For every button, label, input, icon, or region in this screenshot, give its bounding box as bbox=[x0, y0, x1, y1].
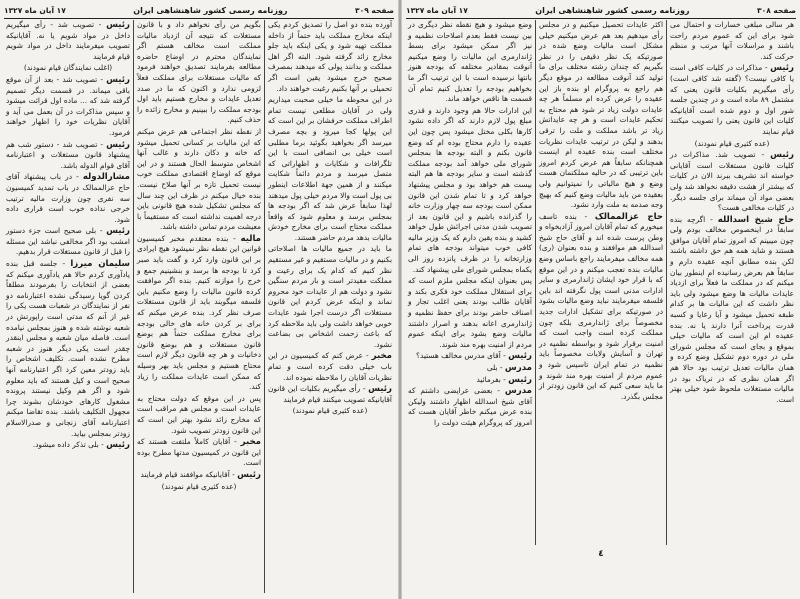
speech-paragraph bbox=[670, 20, 794, 62]
speech-paragraph: مدرس - بلی bbox=[486, 363, 532, 373]
speech-paragraph: سلیمان میرزا - جلسه قبل بنده یادآوری کردم حالا هم یادآوری میکنم که بعضی از انتخابات را بفرمودند مطلقاً کردن گویا رسیدگی نشده اعتبارنامه دو نفر از نمایندگان در شعبات هست یکی را غیر از آنم که مدتی است راپورتش در شعبه نوشته شده و هنوز بمجلس نیامده است. فاصله میان شعبه و مجلس اینقدر چقدر است یکی دیگر هنوز در شعبه مطرح نشده است. تکلیف اشخاص را باید زودتر معین کرد اگر اعتبارنامه آنها صحیح است و کیل هستند که باید معلوم شود و اگر هم وکیل نیستند پرونده مشغول کارهای خودشان بشوند چرا مجهول التکلیف باشند. بنده تقاضا میکنم اعتبارنامه آقای زنجانی و صدرالاسلام زودتر بمجلس بیاید. bbox=[6, 259, 130, 438]
speech-paragraph: رئیس - بلی تذکر داده میشود. bbox=[32, 440, 130, 451]
note-line bbox=[268, 406, 392, 417]
columns bbox=[405, 20, 797, 545]
speech-paragraph bbox=[268, 95, 392, 243]
speech-paragraph: مخبر - آقایان کاملاً ملتفت هستند که این قانون در کمیسیون مدتها مطرح بوده است. bbox=[137, 437, 261, 468]
parenthetical-note: (عده کثیری قیام نمودند) bbox=[292, 406, 368, 416]
speech-text: ما باید در جمیع مالیات ها اصلاحاتی بکنیم و در مالیات مستقیم و غیر مستقیم نظر کنیم که کدام یک برای رعیت و مملکت مفیدتر است و بار مردم سنگین نشود و دولت هم از عایدات خود محروم نماند و اینکه عرض کردم این قانون مستغلات اگر درست اجرا شود عایدات خوبی خواهد داشت ولی باید ملاحظه کرد که باعث زحمت اشخاص بی بضاعت نشود. bbox=[268, 244, 392, 349]
speech-text: آورده بنده دو اصل را تصدیق کردم یکی اینکه مخارج مملکت باید حتماً از داخله مملکت تهیه شود و یکی اینکه باید جلو مخارج زائد گرفته شود. البته اگر اهل مملکت و بدانند پولی که میدهند بمصرف صحیح خرج میشود یقین است اگر تحمیلی بر آنها بکنیم رغبت خواهند داد. bbox=[268, 20, 392, 93]
speech-text: وضع میشود و هیچ نقطه نظر دیگری در بین نیست فقط بعدم اصلاحات نظمیه و نیز اگر ممکن میشود برای بسط ژاندارمری این مالیات را وضع میکنیم آنوقت بمقادیر مختلفه که بودجه هنوز بانتها نرسیده است با این ترتیب اگر ما بخواهیم بودجه را تعدیل کنیم تمام آن قسمت ها ناقص خواهد ماند. bbox=[408, 20, 532, 104]
note-line bbox=[6, 63, 130, 74]
speech-paragraph: رئیس - آقایانیکه موافقند قیام فرمایند bbox=[140, 469, 261, 480]
speech-text: اکثر عایدات تحصیل میکنیم و در مجلس رأی میدهیم بعد هم عرض میکنیم خیلی مشکل است مالیات وضع شده در صورتیکه یک نظر دقیقی را در نظر بگیریم که چندان رشته مختلف برای ما تولید کند آنوقت مطالعه در موقع دیگر هم راجع به پروگرام او بنده باز این عقیده را عرض کرده ام مسلماً هر چه عایدات دولت زیاد تر شود هم محتاج به تحکیم عایدات است و هر چه عایداتش زیاد تر باشد مملکت و ملت را ترقی بدهند و لیکن در ترتیب عایدات نظریات مختلف است بنده عقیده ام اینست همچنانکه سابقاً هم عرض کردم امروز باین ترتیبی که در حالیه مملکتمان هست وضع و هیچ مالیاتی را نمیتوانیم ولی بعقیده من باید مالیات وضع کنیم که بهیچ وجه صدمه به ملت وارد نشود. bbox=[539, 20, 663, 210]
speech-text: مذاکرات در کلیات کافی است یا کافی نیست؟ (گفته شد کافی است) رأی میگیریم بکلیات قانون یعنی که مشتمل ۸۹ ماده است و در چندین جلسه شور اول و دوم شده است آقایانیکه کلیات این قانون یعنی را تصویب میکنند قیام نمایند bbox=[670, 63, 794, 136]
speaker-name: رئیس bbox=[770, 63, 794, 74]
speech-paragraph bbox=[268, 20, 392, 94]
speech-paragraph: رئیس - تصویب شد - دستور شب هم پیشنهاد قانون مستغلات و اعتبارنامه آقای قوام الدوله باشد. bbox=[6, 139, 130, 170]
page-header bbox=[4, 4, 394, 19]
speech-text: هر سالی مبلغی خسارات و احتمال می شود برای این که عموم مردم راحت باشند و مراسلات آنها مرتب و منظم حرکت کند. bbox=[670, 20, 794, 61]
speaker-name: سلیمان میرزا bbox=[70, 259, 130, 270]
speech-paragraph bbox=[539, 20, 663, 211]
speaker-name: رئیس bbox=[368, 384, 392, 395]
newspaper-title: روزنامه رسمی کشور شاهنشاهی ایران bbox=[535, 5, 690, 15]
page-header bbox=[406, 4, 796, 19]
footer-page-number: ٤ bbox=[598, 549, 604, 559]
speech-paragraph bbox=[408, 20, 532, 105]
speech-text: بگویم من رأی نخواهم داد و با قانون مستغلات که نتیجه آن ازدیاد مالیات مملکت است مخالف هستم اگر نمایندگان محترم در اوضاع حاضره مطالعه بفرمایند تصدیق خواهند فرمود که مالیات مستغلات برای مملکت فعلاً لزومی ندارد و اکنون که ما در صدد تعدیل عایدات و مخارج هستیم باید اول بودجه مملکت را ببینیم و مخارج زائده را حذف کنیم. bbox=[137, 20, 261, 125]
text-column bbox=[667, 20, 797, 545]
speech-text: پس بعنوان اینکه مجلس ملزم است که برای استقلال مملکت خود فکری بکند و آقایان طالب بودند یعنی اغلب تجار و اصناف حاضر بودند برای حفظ نظمیه و ژاندارمری اعانه بدهند و اصرار داشتند مالیات وضع بشود برای اینکه عموم مردم از امنیت بهره مند شوند. bbox=[408, 276, 532, 349]
speaker-name: حاج عزالممالک bbox=[594, 211, 663, 222]
speech-text: بعضی عرایضی داشتم که آقای شیخ اسدالله اظهار داشتند ولیکن بنده عرض میکنم خاطر آقایان هست که امروز که پروگرام هیئت دولت را bbox=[408, 386, 532, 427]
speaker-name: مشارالدوله bbox=[82, 172, 130, 183]
parenthetical-note: (اغلب نمایندگان قیام نمودند) bbox=[23, 63, 113, 73]
newspaper-title: روزنامه رسمی کشور شاهنشاهی ایران bbox=[133, 5, 288, 15]
speaker-name: مدرس bbox=[504, 363, 532, 373]
speech-paragraph: رئیس - تصویب شد - رأی میگیریم داخل در مواد شویم یا نه. آقایانیکه تصویب میفرمایند داخل در مواد شویم قیام فرمایند bbox=[6, 20, 130, 61]
speech-paragraph: رئیس - آقای مدرس مخالف هستید؟ bbox=[416, 351, 532, 362]
speech-paragraph bbox=[408, 276, 532, 350]
note-line bbox=[137, 482, 261, 493]
speech-paragraph: مالیه - بنده معتقدم مخبر کمیسیون قوانین این نقطه نظر نمیشود هیچ ایرادی بر این قانون وارد کرد و گفت باید صبر کرد تا بودجه ها برسد و بنشینیم جمع و خرج را موازنه کنیم. بنده اگر موافقت کرده قانون مالیات را وضع مکنیم باین فلسفه میگویند باید از قانون مستغلات صرف نظر کرد. بنده عرض میکنم که برای بر کردن خانه های خالی بودجه برای مخارج مملکت حتماً هم بوضع قانون مستغلات و هم بوضع قانون دخانیات و هر چه قانون دیگر لازم است محتاج هستیم و مجلس باید بهر وسیله که ممکن است عایدات مملکت را زیاد کند. bbox=[137, 233, 261, 392]
speech-paragraph: رئیس - تصویب شد. مذاکرات در کلیات قانون مستغلات است آقایانی خواسته اند تشریف ببرند الان در کلیات که بیشتر از هشت دقیقه نخواهد شد ولی بعضی مواد آن میماند برای جلسه دیگر. در کلیات مخالفی هست؟ bbox=[670, 150, 794, 213]
page-number-label: صفحه ۳۰۹ bbox=[355, 5, 394, 15]
columns bbox=[3, 20, 395, 593]
speech-text: بلی صحیح است جزء دستور امشب بود اگر مخالفی نباشد این مسئله را قبل از قانون مستغلات قرار بدهیم. bbox=[6, 226, 130, 257]
speech-text: بنده تاسف میخورم که تمام آقایان امروز آزادیخواه و وطن پرست شده اند و آقای حاج شیخ اسدالله هم موافقند و بنده بعنوان (ری) همه مخالف میفرمایند راجع باساس وضع مالیات بنده تعجب میکنم و در این موقع که با قرار خود ایشان ژاندارمری و سایر ادارات مدنی است پول نگرفته اند باین فلسفه میفرمایند نباید وضع مالیات بشود در صورتیکه برای تشکیل ادارات جدید مخصوصاً برای ژاندارمری بلکه چون مملکت کرده است واجب است که امنیت برقرار شود و بواسطه نظمیه در تهران و آسایش ولایات مخصوصاً باید نظمیه در تمام ایران تاسیس شود و عموم مردم از امنیت بهره مند شوند و ما باید سعی کنیم که این قانون زودتر از مجلس بگذرد. bbox=[539, 211, 663, 401]
speech-paragraph bbox=[137, 394, 261, 436]
speech-text: بلی bbox=[486, 363, 498, 372]
issue-date: ۱۷ آبان ماه ۱۳۲۷ bbox=[4, 5, 66, 15]
speaker-name: رئیس bbox=[237, 469, 261, 480]
left-page bbox=[0, 0, 398, 599]
speech-paragraph: رئیس - بفرمائید bbox=[476, 374, 532, 385]
speaker-name: رئیس bbox=[508, 374, 532, 385]
speaker-name: رئیس bbox=[508, 351, 532, 362]
speech-paragraph: مدرس - بعضی عرایضی داشتم که آقای شیخ اسدالله اظهار داشتند ولیکن بنده عرض میکنم خاطر آقایان هست که امروز که پروگرام هیئت دولت را bbox=[408, 386, 532, 427]
speech-text: در این محوطه ما خیلی صحبت میداریم ولی در آقایان مطلعی نیست تمام اطراف مملکت حرفشان بر این است که این پولها کجا میرود و بچه مصرف میرسد اگر بخواهید بگوئید برما مطلبی است خیلی بی انصافی است با این تلگرافات و شکایات و اظهاراتی که متصل میرسد و مردم دائماً شکایت میکنند و از همین جهة اطلاعات اینطور بی پول است والا مردم خیلی پول میدهند لهذا سابقاً عرض شد که اگر بودجه ها بمجلس برسد و معلوم شود که واقعاً مملکت محتاج است برای مخارج خودش مالیات بدهد مردم حاضر هستند. bbox=[268, 95, 392, 242]
speaker-name: مخبر bbox=[240, 437, 261, 448]
speech-text: عرض کنم که کمیسیون در این باب خیلی دقت کرده است و تمام نظریات آقایان را ملاحظه نموده اند. bbox=[268, 351, 392, 382]
speech-text: تصویب شد - رأی میگیریم داخل در مواد شویم یا نه. آقایانیکه تصویب میفرمایند داخل در مواد شویم قیام فرمایند bbox=[6, 20, 130, 61]
speech-paragraph bbox=[137, 127, 261, 233]
speech-text: تصویب شد - بعد از آن موقع باقی میماند. در قسمت دیگر تصمیم گرفته شد که ... ماده اول قرائت میشود و سپس مذاکرات در آن بعمل می آید و آقایان نظریات خود را اظهار خواهند فرمود. bbox=[6, 74, 130, 137]
speaker-name: رئیس bbox=[106, 20, 130, 30]
right-page bbox=[402, 0, 800, 599]
speech-text: تصویب شد. مذاکرات در کلیات قانون مستغلات است آقایانی خواسته اند تشریف ببرند الان در کلیات که بیشتر از هشت دقیقه نخواهد شد ولی بعضی مواد آن میماند برای جلسه دیگر. در کلیات مخالفی هست؟ bbox=[670, 150, 794, 213]
issue-date: ۱۷ آبان ماه ۱۳۲۷ bbox=[406, 5, 468, 15]
speech-paragraph bbox=[268, 244, 392, 350]
speech-text: پس در این موقع که دولت محتاج به عایدات است و مجلس هم مراقب است که مخارج زائد نشود بهتر این است که این قانون زودتر تصویب شود. bbox=[137, 393, 261, 435]
text-column bbox=[134, 20, 265, 593]
speech-paragraph: حاج شیخ اسدالله - اگرچه بنده سابقاً در اینخصوص مخالف بودم ولی چون میبینم که امروز تمام آقایان موافق هستند و شاید همه هم حق داشته باشند لکن بنده مطابق آنچه عقیده دارم و سابقاً هم بعرض رسانیده ام اینطور بیان میکنم که در مملکت ما فعلاً برای ازدیاد عایدات مالیات ها وضع میشود ولی باید نظر داشت که این مالیات ها بر کدام طبقه تحمیل میشود و آیا رعایا و کسبه قدرت پرداخت آنرا دارند یا نه. بنده عقیده ام این است که مالیات خیلی بموقع و بجای است که مجلس شورای ملی در دوره دوم تشکیل وضع کرده و همان مالیات تعدیل ترتیب بود حالا هم اگر همان نظری که در تریاک بود در مالیات مستغلات ملحوظ شود خیلی بهتر است. bbox=[670, 214, 794, 404]
speech-text: جلسه قبل بنده یادآوری کردم حالا هم یادآوری میکنم که بعضی از انتخابات را بفرمودند مطلقاً کردن گویا رسیدگی نشده اعتبارنامه دو نفر از نمایندگان در شعبات هست یکی را غیر از آنم که مدتی است راپورتش در شعبه نوشته شده و هنوز بمجلس نیامده است. فاصله میان شعبه و مجلس اینقدر چقدر است یکی دیگر هنوز در شعبه مطرح نشده است. تکلیف اشخاص را باید زودتر معین کرد اگر اعتبارنامه آنها صحیح است و کیل هستند که باید معلوم شود و اگر هم وکیل نیستند پرونده مشغول کارهای خودشان بشوند چرا مجهول التکلیف باشند. بنده تقاضا میکنم اعتبارنامه آقای زنجانی و صدرالاسلام زودتر بمجلس بیاید. bbox=[6, 259, 130, 438]
speech-text: در باب پیشنهاد آقای حاج عزالممالک در باب تمدید کمیسیون سه نفری چون وزارت مالیه ترتیب خرجی نداده خوب است قراری داده شود. bbox=[6, 172, 130, 224]
speaker-name: رئیس bbox=[106, 440, 130, 451]
speaker-name: حاج شیخ اسدالله bbox=[717, 214, 794, 225]
page-number-label: صفحه ۳۰۸ bbox=[757, 5, 796, 15]
parenthetical-note: (عده کثیری قیام نمودند) bbox=[694, 138, 770, 148]
speaker-name: مخبر bbox=[371, 351, 392, 362]
speech-text: بلی تذکر داده میشود. bbox=[32, 440, 99, 450]
text-column bbox=[536, 20, 667, 545]
speaker-name: رئیس bbox=[106, 74, 130, 85]
speech-text: آقایانیکه موافقند قیام فرمایند bbox=[140, 469, 230, 479]
speaker-name: مالیه bbox=[240, 233, 261, 244]
note-line bbox=[670, 139, 794, 150]
speaker-name: رئیس bbox=[106, 226, 130, 237]
speech-text: آقایان کاملاً ملتفت هستند که این قانون در کمیسیون مدتها مطرح بوده است. bbox=[137, 437, 261, 468]
parenthetical-note: (عده کثیری قیام نمودند) bbox=[161, 481, 237, 491]
speech-text: از نقطه نظر اجتماعی هم عرض میکنم که این مالیات بر کسانی تحمیل میشود که خانه و دکان دارند و غالب آنها اشخاص متوسط الحال هستند و در این موقع که اوضاع اقتصادی مملکت خوب نیست تحمیل تازه بر آنها صلاح نیست. بنده خیال میکنم در ظرف این چند سال که مجلس تشکیل شده هیچ قانونی باین درجه اهمیت نداشته است که مستقیماً با معیشت مردم تماس داشته باشد. bbox=[137, 126, 261, 232]
speech-paragraph bbox=[137, 20, 261, 126]
speaker-name: مدرس bbox=[504, 386, 532, 397]
speech-paragraph bbox=[408, 106, 532, 276]
speech-text: تصویب شد - دستور شب هم پیشنهاد قانون مستغلات و اعتبارنامه آقای قوام الدوله باشد. bbox=[6, 139, 130, 170]
speech-paragraph: مخبر - عرض کنم که کمیسیون در این باب خیلی دقت کرده است و تمام نظریات آقایان را ملاحظه نموده اند. bbox=[268, 351, 392, 382]
speech-text: آقای مدرس مخالف هستید؟ bbox=[416, 351, 501, 361]
speaker-name: رئیس bbox=[770, 150, 794, 161]
speech-paragraph: حاج عزالممالک - بنده تاسف میخورم که تمام آقایان امروز آزادیخواه و وطن پرست شده اند و آقای حاج شیخ اسدالله هم موافقند و بنده بعنوان (ری) همه مخالف میفرمایند راجع باساس وضع مالیات بنده تعجب میکنم و در این موقع که با قرار خود ایشان ژاندارمری و سایر ادارات مدنی است پول نگرفته اند باین فلسفه میفرمایند نباید وضع مالیات بشود در صورتیکه برای تشکیل ادارات جدید مخصوصاً برای ژاندارمری بلکه چون مملکت کرده است واجب است که امنیت برقرار شود و بواسطه نظمیه در تهران و آسایش ولایات مخصوصاً باید نظمیه در تمام ایران تاسیس شود و عموم مردم از امنیت بهره مند شوند و ما باید سعی کنیم که این قانون زودتر از مجلس بگذرد. bbox=[539, 211, 663, 401]
speech-paragraph: مشارالدوله - در باب پیشنهاد آقای حاج عزالممالک در باب تمدید کمیسیون سه نفری چون وزارت مالیه ترتیب خرجی نداده خوب است قراری داده شود. bbox=[6, 172, 130, 224]
text-column bbox=[265, 20, 395, 593]
speaker-name: رئیس bbox=[106, 139, 130, 150]
speech-paragraph: رئیس - مذاکرات در کلیات کافی است یا کافی نیست؟ (گفته شد کافی است) رأی میگیریم بکلیات قانون یعنی که مشتمل ۸۹ ماده است و در چندین جلسه شور اول و دوم شده است آقایانیکه کلیات این قانون یعنی را تصویب میکنند قیام نمایند bbox=[670, 63, 794, 136]
speech-text: این ادارات حالا هم وجود دارند و قدری مبلغ پول لازم دارند که اگر داده نشود کارها بکلی مختل میشود پس چون این عقیده را دارم محتاج بوده ام که وضع قانون بکنم و البته بودجه ها بمجلس شورای ملی خواهد آمد بودجه مملکت گذشته است و سایر بودجه ها هم البته بیست هم خواهد بود و مجلس پیشنهاد خواهد کرد و تا تمام شدن این قانون ممکن است بودجه سه چهار وزارت خانه را گذرانده باشیم و این قانون بعد از تصویب شدن مدتی اجرائش طول خواهد کشید و بنده یقین دارم که یک وزیر مالیه کافی خوب میتواند بودجه های تمام وزارتخانه را در ظرف پانزده روز الی یکماه بمجلس شورای ملی پیشنهاد کند. bbox=[408, 105, 532, 274]
text-column bbox=[3, 20, 134, 593]
speech-text: بنده معتقدم مخبر کمیسیون قوانین این نقطه نظر نمیشود هیچ ایرادی بر این قانون وارد کرد و گفت باید صبر کرد تا بودجه ها برسد و بنشینیم جمع و خرج را موازنه کنیم. بنده اگر موافقت کرده قانون مالیات را وضع مکنیم باین فلسفه میگویند باید از قانون مستغلات صرف نظر کرد. بنده عرض میکنم که برای بر کردن خانه های خالی بودجه برای مخارج مملکت حتماً هم بوضع قانون مستغلات و هم بوضع قانون دخانیات و هر چه قانون دیگر لازم است محتاج هستیم و مجلس باید بهر وسیله که ممکن است عایدات مملکت را زیاد کند. bbox=[137, 233, 261, 392]
speech-text: رأی میگیریم بکلیات این قانون آقایانیکه تصویب میکنند قیام فرمایند bbox=[268, 384, 392, 404]
speech-text: اگرچه بنده سابقاً در اینخصوص مخالف بودم ولی چون میبینم که امروز تمام آقایان موافق هستند و شاید همه هم حق داشته باشند لکن بنده مطابق آنچه عقیده دارم و سابقاً هم بعرض رسانیده ام اینطور بیان میکنم که در مملکت ما فعلاً برای ازدیاد عایدات مالیات ها وضع میشود ولی باید نظر داشت که این مالیات ها بر کدام طبقه تحمیل میشود و آیا رعایا و کسبه قدرت پرداخت آنرا دارند یا نه. بنده عقیده ام این است که مالیات خیلی بموقع و بجای است که مجلس شورای ملی در دوره دوم تشکیل وضع کرده و همان مالیات تعدیل ترتیب بود حالا هم اگر همان نظری که در تریاک بود در مالیات مستغلات ملحوظ شود خیلی بهتر است. bbox=[670, 214, 794, 404]
speech-paragraph: رئیس - تصویب شد - بعد از آن موقع باقی میماند. در قسمت دیگر تصمیم گرفته شد که ... ماده اول قرائت میشود و سپس مذاکرات در آن بعمل می آید و آقایان نظریات خود را اظهار خواهند فرمود. bbox=[6, 74, 130, 137]
text-column bbox=[405, 20, 536, 545]
speech-paragraph: رئیس - رأی میگیریم بکلیات این قانون آقایانیکه تصویب میکنند قیام فرمایند bbox=[268, 384, 392, 404]
speech-text: بفرمائید bbox=[476, 374, 501, 384]
speech-paragraph: رئیس - بلی صحیح است جزء دستور امشب بود اگر مخالفی نباشد این مسئله را قبل از قانون مستغلات قرار بدهیم. bbox=[6, 226, 130, 257]
